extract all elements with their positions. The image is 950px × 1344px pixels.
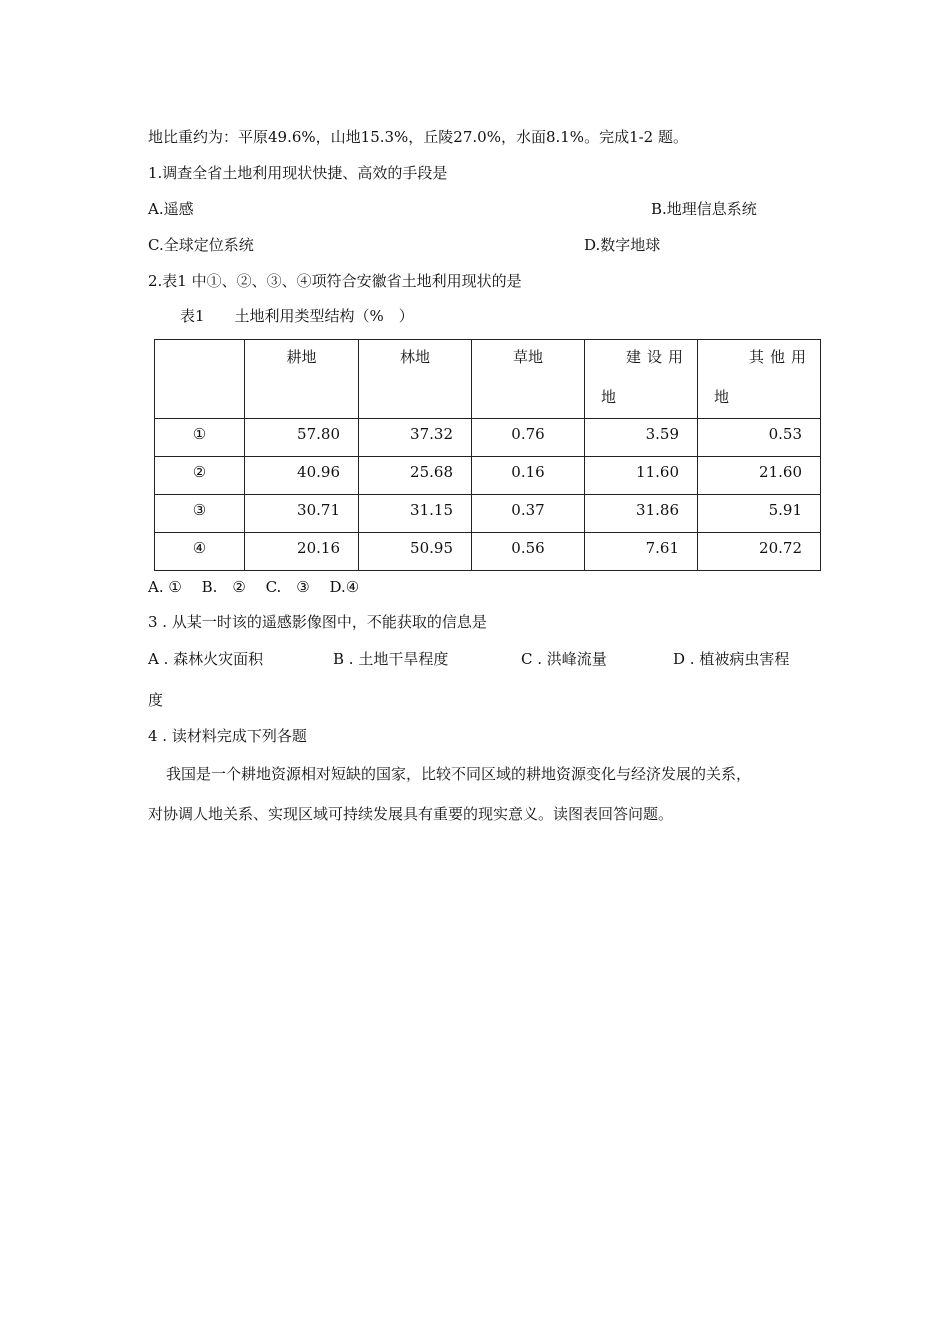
table-cell: 31.15 [359,495,472,533]
q3-option-b: B . 土地干旱程度 [333,650,449,668]
table-cell: 25.68 [359,457,472,495]
q1-option-c: C.全球定位系统 [148,236,254,254]
table-row [155,533,821,571]
q4-paragraph-line-1: 我国是一个耕地资源相对短缺的国家，比较不同区域的耕地资源变化与经济发展的关系， [166,765,752,783]
table-cell: 21.60 [698,457,821,495]
table-cell: 3.59 [585,419,698,457]
header-cell-construction: 建设用 地 [585,340,698,419]
q1-option-a: A.遥感 [148,200,194,218]
table-row [155,495,821,533]
table-cell: 7.61 [585,533,698,571]
question-1-stem: 1.调查全省土地利用现状快捷、高效的手段是 [148,164,448,182]
header-cell-farmland: 耕地 [245,340,359,419]
header-cell-other: 其他用 地 [698,340,821,419]
q3-option-a: A . 森林火灾面积 [148,650,264,668]
row-label: ② [155,457,245,495]
table-cell: 37.32 [359,419,472,457]
table-cell: 11.60 [585,457,698,495]
table-cell: 20.72 [698,533,821,571]
q3-option-d: D . 植被病虫害程 [673,650,790,668]
table-cell: 50.95 [359,533,472,571]
question-3-stem: 3 . 从某一时该的遥感影像图中，不能获取的信息是 [148,613,487,631]
question-4-stem: 4 . 读材料完成下列各题 [148,727,307,745]
table-cell: 0.56 [472,533,585,571]
q1-option-d: D.数字地球 [584,236,661,254]
row-label: ③ [155,495,245,533]
row-label: ④ [155,533,245,571]
intro-text: 地比重约为：平原49.6%，山地15.3%，丘陵27.0%，水面8.1%。完成1-2 题。 [148,128,688,146]
table-row [155,419,821,457]
table-cell: 0.76 [472,419,585,457]
table-caption: 表1 土地利用类型结构（% ） [180,307,414,325]
table-cell: 31.86 [585,495,698,533]
header-empty-cell [155,340,245,419]
table-header-row [155,340,821,419]
table-cell: 0.37 [472,495,585,533]
table-cell: 5.91 [698,495,821,533]
row-label: ① [155,419,245,457]
table-cell: 57.80 [245,419,359,457]
table-cell: 0.16 [472,457,585,495]
q3-option-d-continuation: 度 [148,691,164,709]
table-row [155,457,821,495]
q4-paragraph-line-2: 对协调人地关系、实现区域可持续发展具有重要的现实意义。读图表回答问题。 [148,805,674,823]
q2-options: A. ① B. ② C. ③ D.④ [148,578,360,596]
header-cell-grassland: 草地 [472,340,585,419]
q3-option-c: C . 洪峰流量 [521,650,607,668]
land-use-table [154,339,821,571]
table-cell: 20.16 [245,533,359,571]
q1-option-b: B.地理信息系统 [651,200,757,218]
header-cell-forest: 林地 [359,340,472,419]
table-cell: 0.53 [698,419,821,457]
table-cell: 40.96 [245,457,359,495]
table-cell: 30.71 [245,495,359,533]
question-2-stem: 2.表1 中①、②、③、④项符合安徽省土地利用现状的是 [148,272,522,290]
